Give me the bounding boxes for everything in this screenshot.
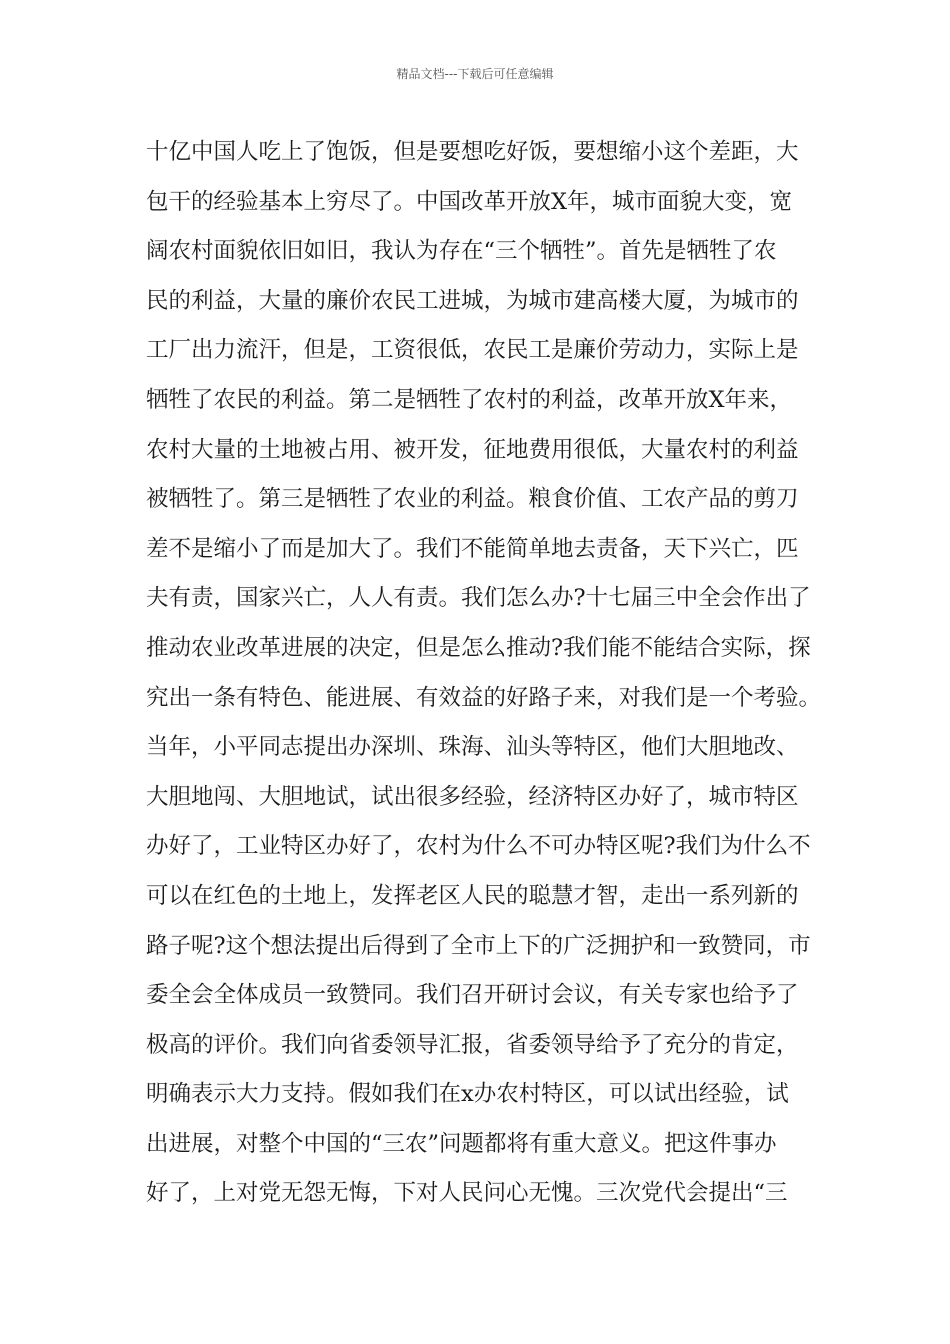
- text-line: 当年，小平同志提出办深圳、珠海、汕头等特区，他们大胆地改、: [146, 734, 799, 761]
- text-line: 民的利益，大量的廉价农民工进城，为城市建高楼大厦，为城市的: [146, 287, 799, 314]
- text-line: 路子呢?这个想法提出后得到了全市上下的广泛拥护和一致赞同，市: [146, 932, 811, 959]
- text-line: 好了，上对党无怨无悔，下对人民问心无愧。三次党代会提出“三: [146, 1180, 788, 1207]
- text-line: 阔农村面貌依旧如旧，我认为存在“三个牺牲”。首先是牺牲了农: [146, 238, 777, 265]
- text-line: 办好了，工业特区办好了，农村为什么不可办特区呢?我们为什么不: [146, 833, 811, 860]
- text-line: 被牺牲了。第三是牺牲了农业的利益。粮食价值、工农产品的剪刀: [146, 486, 799, 513]
- text-line: 明确表示大力支持。假如我们在x办农村特区，可以试出经验，试: [146, 1081, 789, 1108]
- text-line: 推动农业改革进展的决定，但是怎么推动?我们能不能结合实际，探: [146, 634, 811, 661]
- text-line: 极高的评价。我们向省委领导汇报，省委领导给予了充分的肯定，: [146, 1031, 799, 1058]
- page-header: 精品文档---下载后可任意编辑: [396, 67, 554, 81]
- text-line: 十亿中国人吃上了饱饭，但是要想吃好饭，要想缩小这个差距，大: [146, 139, 799, 165]
- text-line: 大胆地闯、大胆地试，试出很多经验，经济特区办好了，城市特区: [146, 783, 799, 810]
- text-line: 可以在红色的土地上，发挥老区人民的聪慧才智，走出一系列新的: [146, 882, 799, 909]
- text-line: 工厂出力流汗，但是，工资很低，农民工是廉价劳动力，实际上是: [146, 337, 799, 364]
- document-body: [146, 132, 826, 1223]
- text-line: 究出一条有特色、能进展、有效益的好路子来，对我们是一个考验。: [146, 684, 822, 711]
- text-line: 出进展，对整个中国的“三农”问题都将有重大意义。把这件事办: [146, 1130, 777, 1157]
- text-line: 差不是缩小了而是加大了。我们不能简单地去责备，天下兴亡，匹: [146, 535, 799, 562]
- text-line: 农村大量的土地被占用、被开发，征地费用很低，大量农村的利益: [146, 436, 799, 463]
- text-line: 包干的经验基本上穷尽了。中国改革开放X年，城市面貌大变，宽: [146, 188, 793, 215]
- text-line: 夫有责，国家兴亡，人人有责。我们怎么办?十七届三中全会作出了: [146, 585, 811, 612]
- text-line: 牺牲了农民的利益。第二是牺牲了农村的利益，改革开放X年来，: [146, 386, 793, 413]
- text-line: 委全会全体成员一致赞同。我们召开研讨会议，有关专家也给予了: [146, 982, 799, 1009]
